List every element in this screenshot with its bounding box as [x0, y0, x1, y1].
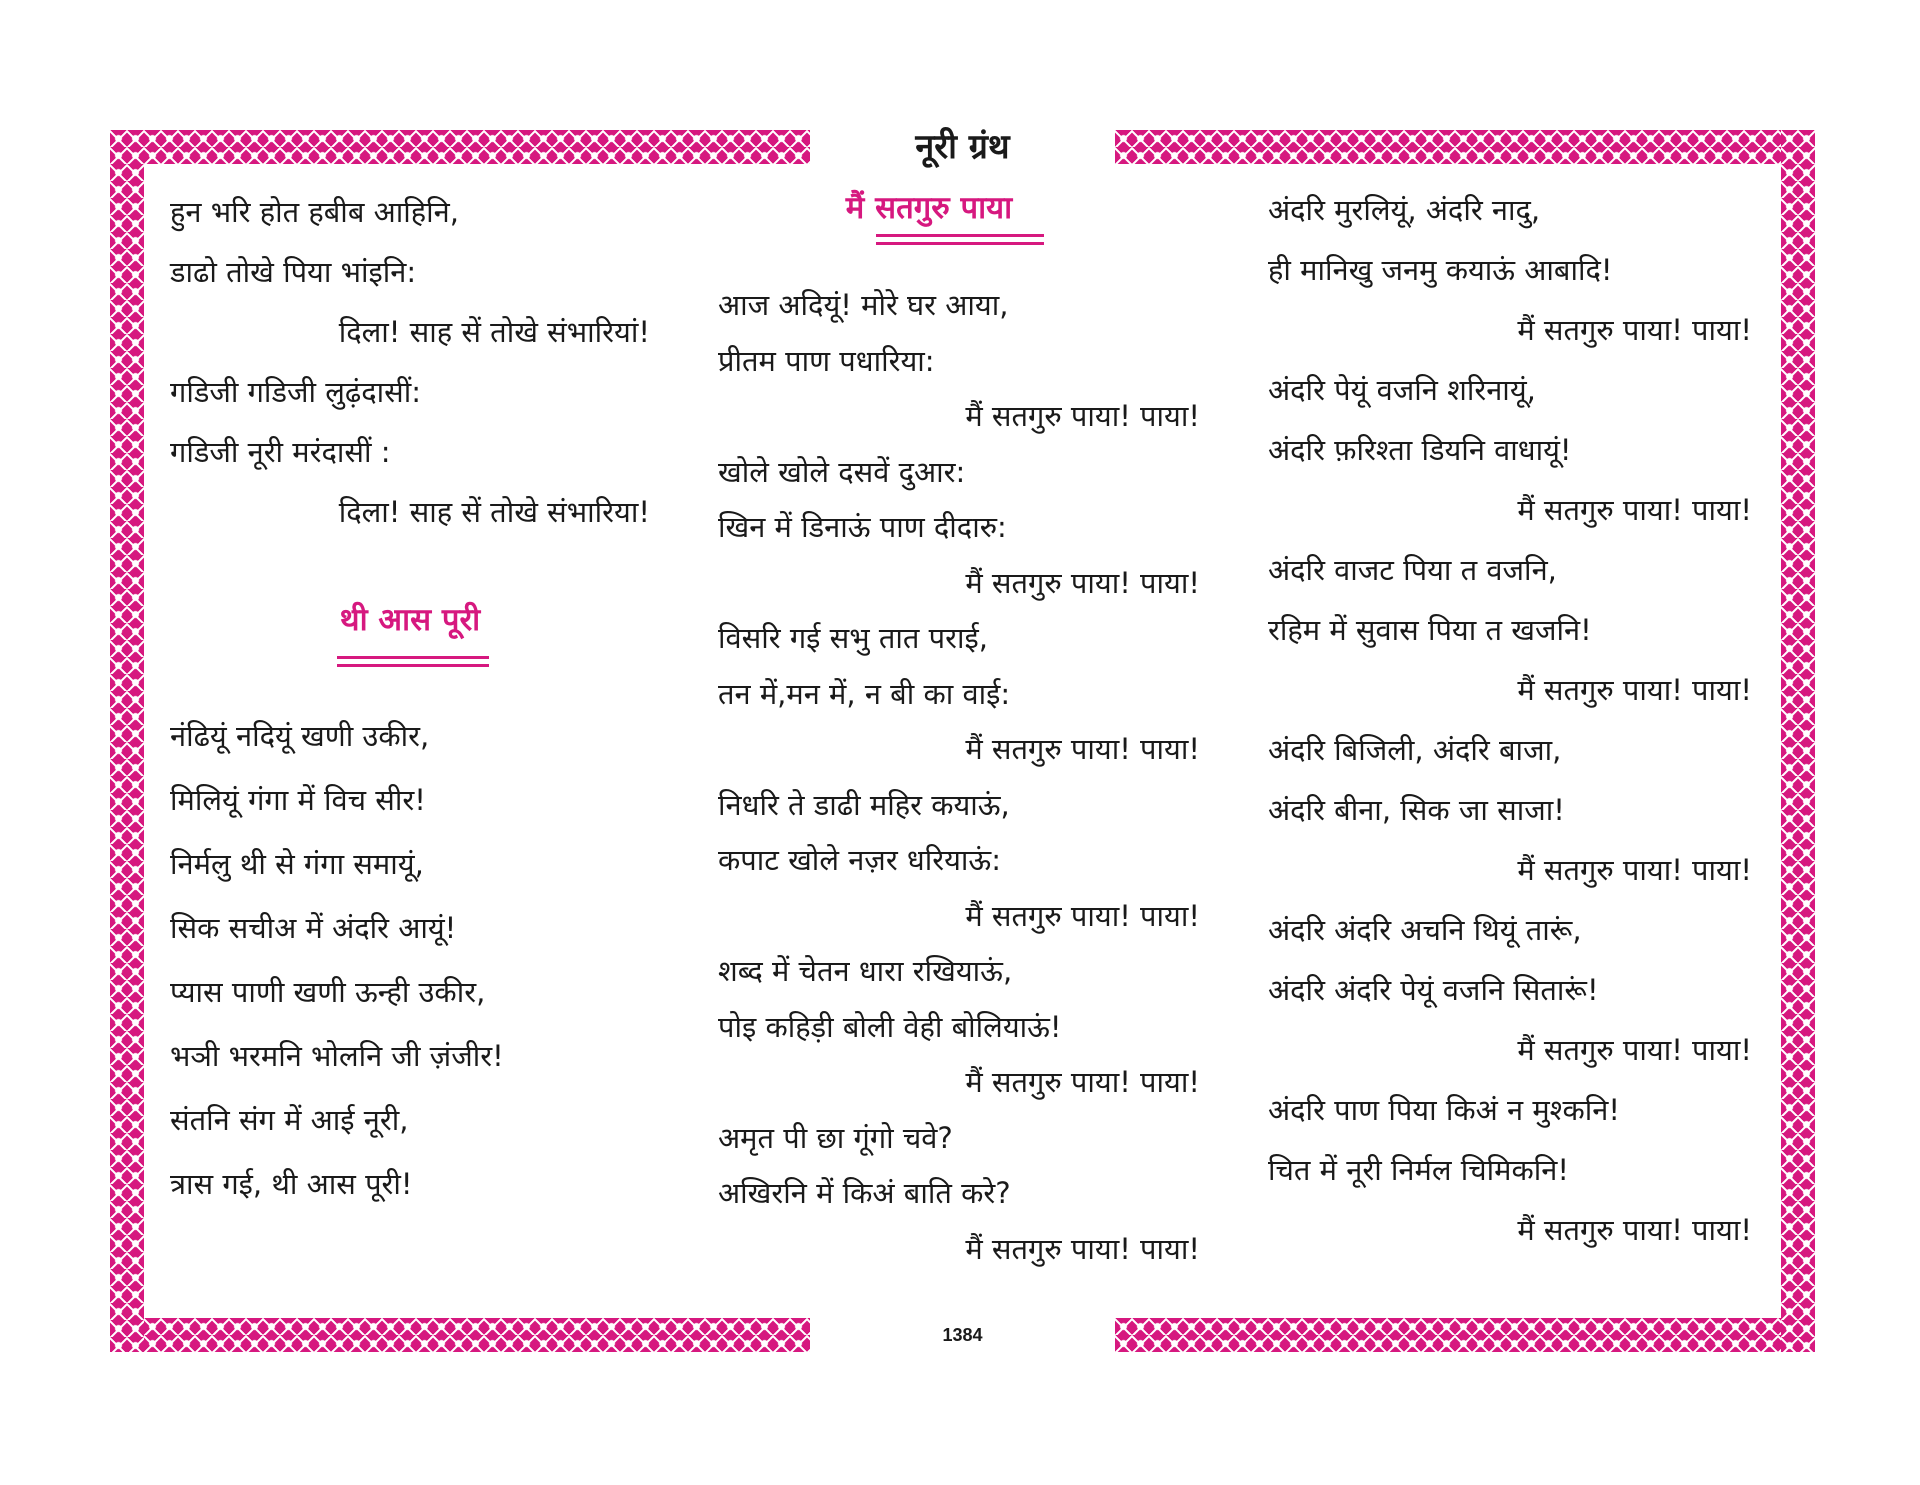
heading-underline — [337, 664, 489, 667]
refrain-line: मैं सतगुरु पाया! पाया! — [1517, 493, 1752, 527]
verse-line: अंदरि बिजिली, अंदरि बाजा, — [1268, 733, 1562, 767]
right-column — [1268, 180, 1752, 1260]
border-top-right — [1115, 130, 1815, 164]
verse-line: संतनि संग में आई नूरी, — [170, 1103, 409, 1137]
verse-line: खोले खोले दसवें दुआर: — [718, 454, 966, 489]
verse-line: तन में,मन में, न बी का वाई: — [718, 676, 1011, 711]
verse-line: अखिरनि में किअं बाति करे? — [718, 1176, 1011, 1210]
refrain-line: मैं सतगुरु पाया! पाया! — [1517, 313, 1752, 347]
page-number: 1384 — [942, 1325, 983, 1345]
section-heading: थी आस पूरी — [339, 602, 481, 638]
verse-line: अंदरि पेयूं वजनि शरिनायूं, — [1268, 373, 1536, 407]
refrain-line: मैं सतगुरु पाया! पाया! — [1517, 1033, 1752, 1067]
verse-line: पोइ कहिड़ी बोली वेही बोलियाऊं! — [718, 1009, 1062, 1044]
verse-line: त्रास गई, थी आस पूरी! — [170, 1167, 413, 1201]
verse-line: गडिजी नूरी मरंदासीं : — [170, 435, 391, 469]
verse-line: अंदरि मुरलियूं, अंदरि नादु, — [1268, 193, 1541, 227]
verse-line: निधरि ते डाढी महिर कयाऊं, — [718, 787, 1010, 822]
verse-line: शब्द में चेतन धारा रखियाऊं, — [718, 954, 1013, 988]
refrain-line: दिला! साह सें तोखे संभारिया! — [338, 495, 650, 529]
verse-line: विसरि गई सभु तात पराई, — [718, 621, 988, 655]
refrain-line: मैं सतगुरु पाया! पाया! — [1517, 853, 1752, 887]
refrain-line: मैं सतगुरु पाया! पाया! — [965, 732, 1200, 766]
refrain-line: मैं सतगुरु पाया! पाया! — [965, 1231, 1200, 1266]
left-column — [170, 182, 650, 1216]
verse-line: अमृत पी छा गूंगो चवे? — [718, 1120, 953, 1155]
verse-line: गडिजी गडिजी लुढ़ंदासीं: — [170, 375, 421, 409]
heading-underline — [337, 656, 489, 659]
verse-line: अंदरि फ़रिश्ता डियनि वाधायूं! — [1268, 433, 1572, 467]
verse-line: चित में नूरी निर्मल चिमिकनि! — [1268, 1153, 1570, 1187]
border-top-left — [110, 130, 810, 164]
verse-line: अंदरि अंदरि पेयूं वजनि सितारूं! — [1268, 973, 1599, 1007]
border-bottom-left — [110, 1318, 810, 1352]
verse-line: रहिम में सुवास पिया त खजनि! — [1268, 613, 1592, 647]
refrain-line: मैं सतगुरु पाया! पाया! — [1517, 1213, 1752, 1247]
verse-line: अंदरि पाण पिया किअं न मुश्कनि! — [1268, 1093, 1620, 1127]
verse-line: नंढियूं नदियूं खणी उकीर, — [170, 719, 430, 753]
book-title: नूरी ग्रंथ — [915, 127, 1010, 167]
verse-line: कपाट खोले नज़र धरियाऊं: — [718, 843, 1001, 877]
verse-line: खिन में डिनाऊं पाण दीदारु: — [718, 510, 1007, 544]
refrain-line: मैं सतगुरु पाया! पाया! — [965, 565, 1200, 600]
verse-line: निर्मलु थी से गंगा समायूं, — [170, 847, 424, 881]
verse-line: भञी भरमनि भोलनि जी ज़ंजीर! — [170, 1039, 504, 1073]
refrain-line: मैं सतगुरु पाया! पाया! — [965, 898, 1200, 933]
heading-underline — [876, 242, 1044, 245]
border-bottom-right — [1115, 1318, 1815, 1352]
verse-line: प्यास पाणी खणी ऊन्ही उकीर, — [170, 975, 486, 1009]
refrain-line: मैं सतगुरु पाया! पाया! — [965, 399, 1200, 433]
verse-line: आज अदियूं! मोरे घर आया, — [718, 288, 1009, 322]
border-right — [1781, 130, 1815, 1352]
verse-line: हुन भरि होत हबीब आहिनि, — [170, 195, 459, 229]
verse-line: अंदरि वाजट पिया त वजनि, — [1268, 553, 1557, 587]
verse-line: प्रीतम पाण पधारिया: — [718, 343, 935, 378]
verse-line: अंदरि बीना, सिक जा साजा! — [1268, 793, 1565, 827]
verse-line: मिलियूं गंगा में विच सीर! — [170, 783, 426, 817]
verse-line: ही मानिखु जनमु कयाऊं आबादि! — [1268, 253, 1613, 287]
refrain-line: दिला! साह सें तोखे संभारियां! — [338, 315, 650, 349]
refrain-line: मैं सतगुरु पाया! पाया! — [1517, 673, 1752, 707]
section-heading-block — [170, 554, 650, 704]
middle-column — [718, 170, 1200, 1277]
section-heading: मैं सतगुरु पाया — [845, 190, 1013, 226]
refrain-line: मैं सतगुरु पाया! पाया! — [965, 1065, 1200, 1099]
verse-line: डाढो तोखे पिया भांइनि: — [170, 255, 417, 289]
border-left — [110, 130, 144, 1352]
verse-line: अंदरि अंदरि अचनि थियूं तारूं, — [1268, 913, 1582, 947]
verse-line: सिक सचीअ में अंदरि आयूं! — [170, 911, 457, 945]
heading-underline — [876, 234, 1044, 237]
section-heading-block — [718, 170, 1200, 278]
